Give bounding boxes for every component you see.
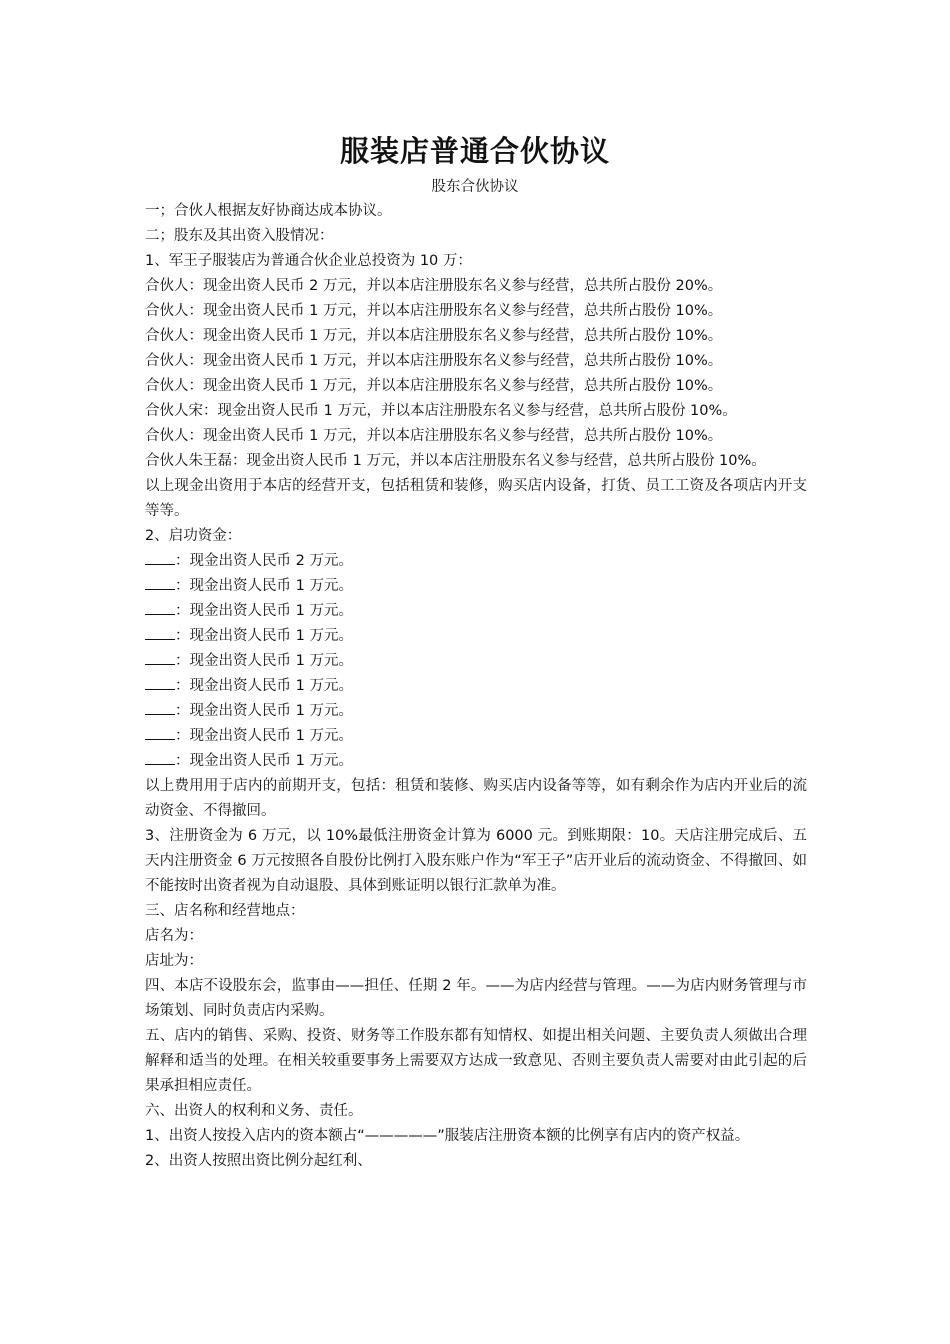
paragraph: 1、出资人按投入店内的资本额占“—————”服装店注册资本额的比例享有店内的资产权益。 <box>145 1128 750 1144</box>
blank-underline <box>145 575 175 590</box>
funding-line: ：现金出资人民币 1 万元。 <box>145 749 807 774</box>
blank-underline <box>145 650 175 665</box>
paragraph: 店名为： <box>145 928 203 944</box>
paragraph: 2、启功资金： <box>145 528 242 544</box>
paragraph: 合伙人：现金出资人民币 1 万元，并以本店注册股东名义参与经营，总共所占股份 10%。 <box>145 378 723 394</box>
blank-underline <box>145 700 175 715</box>
funding-line: ：现金出资人民币 1 万元。 <box>145 724 807 749</box>
paragraph: 四、本店不设股东会，监事由——担任、任期 2 年。——为店内经营与管理。——为店内财务管理与市场策划、同时负责店内采购。 <box>145 978 807 1019</box>
paragraph: 合伙人宋：现金出资人民币 1 万元，并以本店注册股东名义参与经营，总共所占股份 10%。 <box>145 403 737 419</box>
document-subtitle: 股东合伙协议 <box>431 179 519 195</box>
funding-line: ：现金出资人民币 1 万元。 <box>145 699 807 724</box>
paragraph: 三、店名称和经营地点： <box>145 903 305 919</box>
paragraph: 以上现金出资用于本店的经营开支，包括租赁和装修，购买店内设备，打货、员工工资及各项店内开支等等。 <box>145 478 807 519</box>
funding-line: ：现金出资人民币 1 万元。 <box>145 574 807 599</box>
funding-line: ：现金出资人民币 1 万元。 <box>145 599 807 624</box>
blank-underline <box>145 625 175 640</box>
paragraph: 店址为： <box>145 953 203 969</box>
paragraph: 五、店内的销售、采购、投资、财务等工作股东都有知情权、如提出相关问题、主要负责人须做出合理解释和适当的处理。在相关较重要事务上需要双方达成一致意见、否则主要负责人需要对由此引起的后果承担相应责任。 <box>145 1028 807 1094</box>
paragraph: 合伙人朱王磊：现金出资人民币 1 万元，并以本店注册股东名义参与经营，总共所占股份 10%。 <box>145 453 766 469</box>
paragraph: 合伙人：现金出资人民币 1 万元，并以本店注册股东名义参与经营，总共所占股份 10%。 <box>145 428 723 444</box>
blank-underline <box>145 675 175 690</box>
document-title: 服装店普通合伙协议 <box>339 134 610 168</box>
blank-underline <box>145 550 175 565</box>
paragraph: 2、出资人按照出资比例分起红利、 <box>145 1153 372 1169</box>
funding-line: ：现金出资人民币 1 万元。 <box>145 649 807 674</box>
blank-underline <box>145 600 175 615</box>
funding-line: ：现金出资人民币 1 万元。 <box>145 624 807 649</box>
document-body <box>145 199 807 1174</box>
paragraph: 合伙人：现金出资人民币 1 万元，并以本店注册股东名义参与经营，总共所占股份 10%。 <box>145 303 723 319</box>
blank-underline <box>145 750 175 765</box>
paragraph: 二；股东及其出资入股情况： <box>145 228 334 244</box>
paragraph: 合伙人：现金出资人民币 1 万元，并以本店注册股东名义参与经营，总共所占股份 10%。 <box>145 353 723 369</box>
funding-line: ：现金出资人民币 1 万元。 <box>145 674 807 699</box>
paragraph: 合伙人：现金出资人民币 1 万元，并以本店注册股东名义参与经营，总共所占股份 10%。 <box>145 328 723 344</box>
paragraph: 3、注册资金为 6 万元，以 10%最低注册资金计算为 6000 元。到账期限：10。天店注册完成后、五天内注册资金 6 万元按照各自股份比例打入股东账户作为“军王子”店开业后的流动资金、不得撤回、如不能按时出资者视为自动退股、具体到账证明以银行汇款单为准。 <box>145 828 807 894</box>
paragraph: 一；合伙人根据友好协商达成本协议。 <box>145 203 392 219</box>
paragraph: 1、军王子服装店为普通合伙企业总投资为 10 万： <box>145 253 472 269</box>
paragraph: 六、出资人的权利和义务、责任。 <box>145 1103 363 1119</box>
paragraph: 以上费用用于店内的前期开支，包括：租赁和装修、购买店内设备等等，如有剩余作为店内开业后的流动资金、不得撤回。 <box>145 778 807 819</box>
funding-line: ：现金出资人民币 2 万元。 <box>145 549 807 574</box>
paragraph: 合伙人：现金出资人民币 2 万元，并以本店注册股东名义参与经营，总共所占股份 20%。 <box>145 278 723 294</box>
blank-underline <box>145 725 175 740</box>
